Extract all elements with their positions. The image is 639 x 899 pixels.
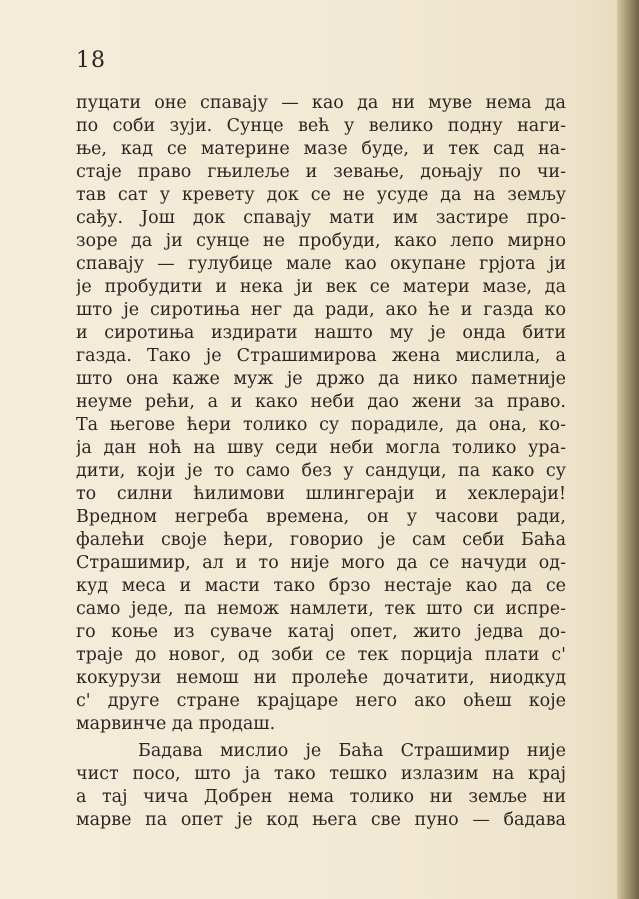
text-line: траје до новог, од зоби се тек порција плати с' [76, 645, 566, 665]
text-line: фалећи своје ћери, говорио је сам себи Баћа [76, 530, 566, 550]
text-line: само једе, па немож намлети, тек што си испре- [76, 599, 566, 619]
paragraph-1 [76, 92, 566, 736]
text-line: ја дан ноћ на шву седи неби могла толико ура- [76, 438, 566, 458]
text-line: куд меса и масти тако брзо нестаје као да се [76, 576, 566, 596]
text-line: то силни ћилимови шлингераји и хеклераји! [76, 484, 566, 504]
text-line: Бадава мислио је Баћа Страшимир није [138, 741, 566, 761]
text-line: спавају — гулубице мале као окупане грјота ји [76, 254, 566, 274]
text-line: Вредном негреба времена, он у часови ради, [76, 507, 566, 527]
page-number: 18 [76, 48, 106, 73]
text-line: зоре да ји сунце не пробуди, како лепо мирно [76, 231, 566, 251]
text-line: с' друге стране крајцаре него ако oћеш које [76, 691, 566, 711]
text-line: сађу. Још док спавају мати им застире про- [76, 208, 566, 228]
text-line: стаје право гњилеље и зевање, доњају по чи- [76, 162, 566, 182]
text-line: дити, који је то само без у сандуци, па како су [76, 461, 566, 481]
text-line: неуме рећи, а и како неби дао жени за право. [76, 392, 566, 412]
text-line: марве па опет је код њега све пуно — бадава [76, 810, 566, 830]
text-line: марвинче да продаш. [76, 714, 276, 734]
text-line: и сиротиња издирати нашто му је онда бити [76, 323, 566, 343]
text-line: што она каже муж је држо да нико паметније [76, 369, 566, 389]
text-line: Страшимир, ал и то није мого да се начуди од- [76, 553, 566, 573]
text-line: ње, кад се материне мазе буде, и тек сад на- [76, 139, 566, 159]
page-binding-edge [617, 0, 639, 899]
text-line: а тај чича Добрен нема толико ни земље ни [76, 787, 566, 807]
text-line: пуцати оне спавају — као да ни муве нема да [76, 93, 566, 113]
body-text [76, 92, 566, 832]
text-line: Та његове ћери толико су порадиле, да она, ко- [76, 415, 566, 435]
text-line: је пробудити и нека ји век се матери мазе, да [76, 277, 566, 297]
text-line: кокурузи немош ни пролеће дочатити, ниодкуд [76, 668, 566, 688]
text-line: што је сиротиња нег да ради, ако ће и газда ко [76, 300, 566, 320]
text-line: газда. Тако је Страшимирова жена мислила, а [76, 346, 566, 366]
text-line: по соби зуји. Сунце већ у велико подну наги- [76, 116, 566, 136]
paragraph-2 [76, 740, 566, 832]
text-line: тав сат у кревету док се не усуде да на земљу [76, 185, 566, 205]
text-line: чист посо, што ја тако тешко излазим на крај [76, 764, 566, 784]
text-line: го коње из суваче катај опет, жито једва до- [76, 622, 566, 642]
